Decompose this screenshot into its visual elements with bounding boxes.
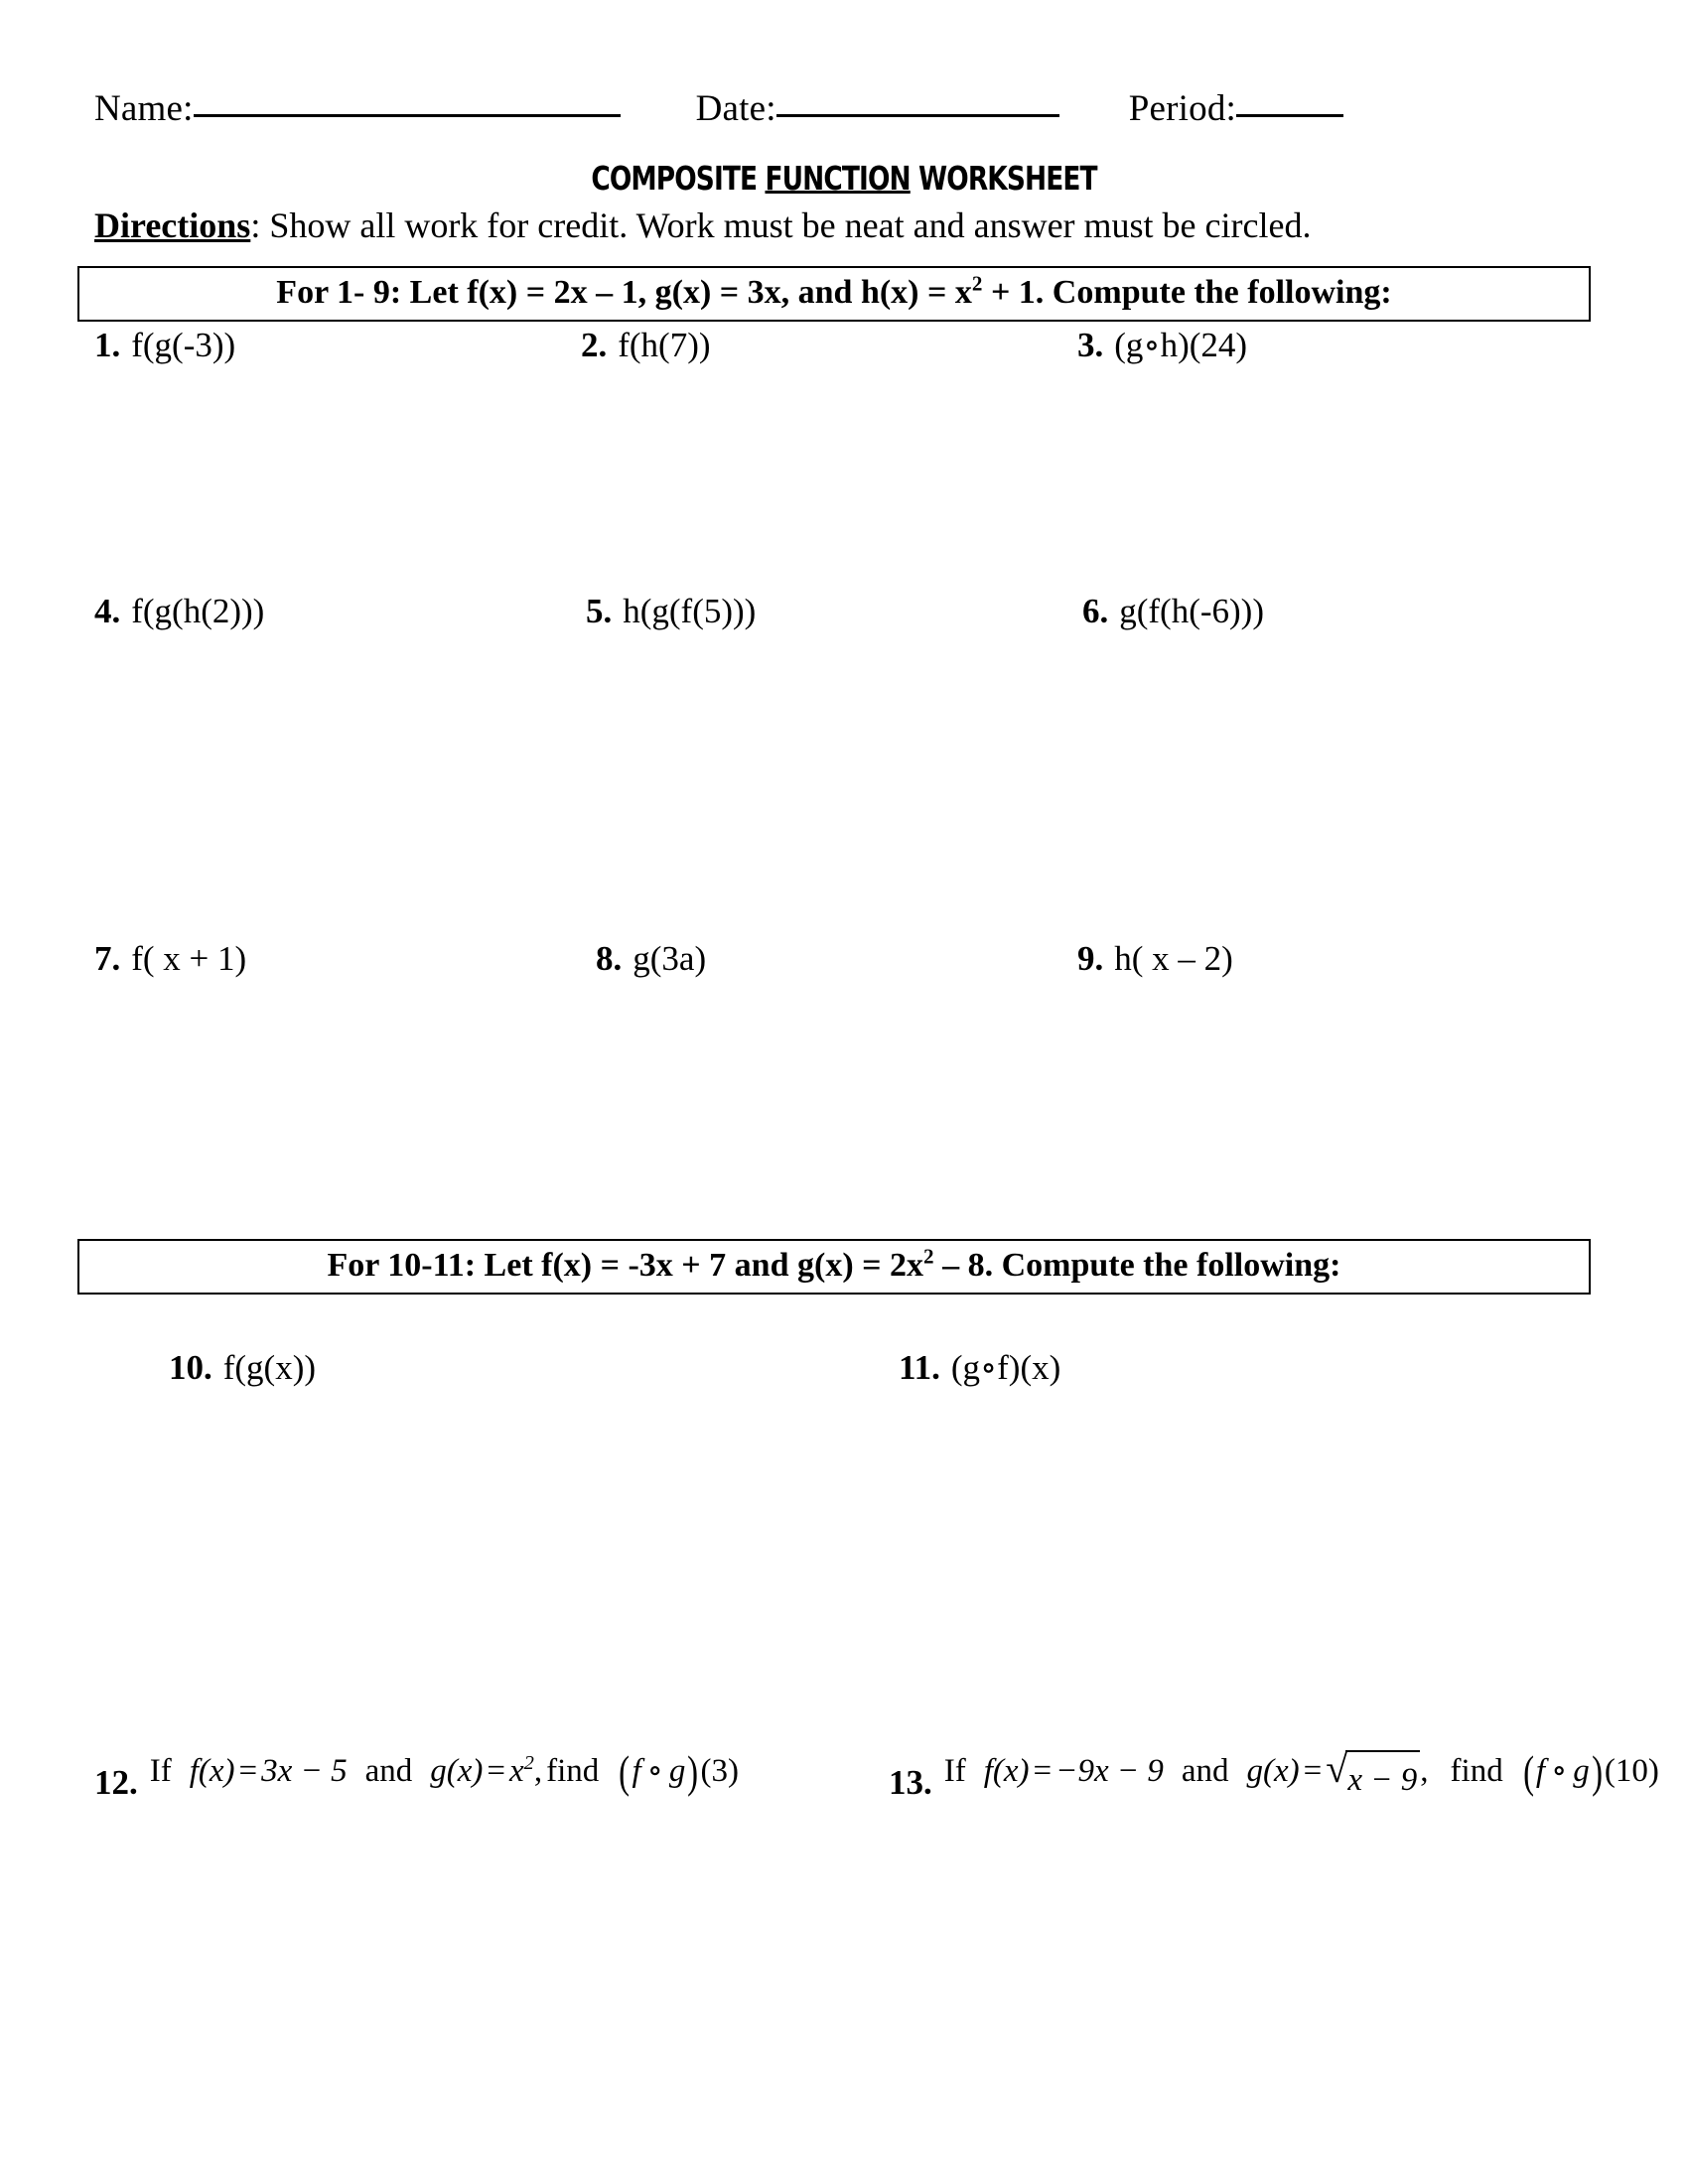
name-label: Name: xyxy=(94,88,194,129)
open-paren-12: ( xyxy=(619,1746,631,1797)
date-blank-line[interactable] xyxy=(776,114,1059,117)
g-exponent-12: 2 xyxy=(523,1752,534,1775)
f-arg-13: (x) xyxy=(992,1753,1030,1790)
problem-8-expression: g(3a) xyxy=(633,939,707,978)
f-expression-12: 3x − 5 xyxy=(261,1753,348,1790)
radical-icon: √ xyxy=(1326,1746,1348,1792)
page-title xyxy=(169,159,1519,198)
g-symbol-12: g xyxy=(430,1753,447,1790)
and-word-12: and xyxy=(364,1753,413,1790)
problem-9-expression: h( x – 2) xyxy=(1114,939,1233,978)
trailing-comma-13: , xyxy=(1420,1753,1429,1790)
problem-5-number: 5. xyxy=(586,592,613,630)
problem-8 xyxy=(596,939,706,979)
problem-13-line-1 xyxy=(943,1746,1429,1799)
problem-10-number: 10. xyxy=(169,1348,212,1387)
compose-argument-13: (10) xyxy=(1604,1753,1659,1790)
problem-13-body xyxy=(944,1735,1659,1809)
problem-7-expression: f( x + 1) xyxy=(131,939,247,978)
compose-f-13: f xyxy=(1535,1753,1546,1790)
date-field[interactable] xyxy=(696,87,1059,130)
banner-1-tail: + 1. Compute the following: xyxy=(982,274,1392,311)
g-arg-12: (x) xyxy=(446,1753,484,1790)
problem-2-expression: f(h(7)) xyxy=(618,326,711,364)
g-equals-13: = xyxy=(1303,1753,1323,1790)
g-symbol-13: g xyxy=(1246,1753,1264,1790)
trailing-comma-12: , xyxy=(533,1753,543,1790)
name-field[interactable] xyxy=(94,87,621,130)
problem-5-expression: h(g(f(5))) xyxy=(623,592,757,630)
problem-13 xyxy=(889,1735,1659,1809)
problem-9-number: 9. xyxy=(1077,939,1104,978)
compose-g-13: g xyxy=(1573,1753,1590,1790)
g-equals-12: = xyxy=(487,1753,506,1790)
f-symbol-12: f xyxy=(189,1753,199,1790)
problem-1-expression: f(g(-3)) xyxy=(131,326,236,364)
equals-12: = xyxy=(238,1753,258,1790)
problem-2-number: 2. xyxy=(581,326,608,364)
problem-13-number: 13. xyxy=(889,1762,932,1802)
title-part-function: FUNCTION xyxy=(765,159,911,198)
directions-text: : Show all work for credit. Work must be neat and answer must be circled. xyxy=(250,205,1312,245)
banner-1-exponent: 2 xyxy=(971,271,983,296)
directions-label: Directions xyxy=(94,205,251,245)
title-part-worksheet: WORKSHEET xyxy=(910,159,1097,198)
problem-13-line-2 xyxy=(1433,1746,1659,1797)
g-base-12: x xyxy=(509,1753,524,1790)
problem-2 xyxy=(581,326,711,365)
problem-12-line-1 xyxy=(150,1753,542,1789)
if-word-12: If xyxy=(149,1753,172,1790)
banner-2-tail: – 8. Compute the following: xyxy=(933,1247,1341,1284)
problem-10 xyxy=(169,1348,316,1388)
f-symbol-13: f xyxy=(983,1753,993,1790)
problem-7 xyxy=(94,939,246,979)
date-label: Date: xyxy=(695,88,776,129)
directions-line xyxy=(94,205,1311,246)
problem-11 xyxy=(899,1348,1060,1388)
instruction-banner-2 xyxy=(77,1239,1591,1295)
if-word-13: If xyxy=(943,1753,966,1790)
problem-1 xyxy=(94,326,235,365)
f-arg-12: (x) xyxy=(198,1753,235,1790)
find-word-12: find xyxy=(546,1753,600,1790)
f-expression-13: −9x − 9 xyxy=(1055,1753,1164,1790)
problem-3 xyxy=(1077,326,1247,365)
close-paren-12: ) xyxy=(687,1746,699,1797)
problem-11-expression: (g∘f)(x) xyxy=(950,1348,1061,1387)
equals-13: = xyxy=(1033,1753,1053,1790)
close-paren-13: ) xyxy=(1591,1746,1603,1797)
find-word-13: find xyxy=(1450,1753,1503,1790)
name-blank-line[interactable] xyxy=(194,114,621,117)
problem-5 xyxy=(586,592,756,631)
and-word-13: and xyxy=(1181,1753,1229,1790)
banner-2-lead: For 10-11: Let f(x) = -3x + 7 and g(x) = 2x xyxy=(327,1247,924,1284)
problem-12-body xyxy=(150,1735,739,1809)
compose-f-12: f xyxy=(632,1753,641,1790)
period-blank-line[interactable] xyxy=(1236,114,1343,117)
instruction-banner-1 xyxy=(77,266,1591,322)
g-arg-13: (x) xyxy=(1263,1753,1300,1790)
radicand-13: x − 9 xyxy=(1345,1750,1420,1807)
problem-6-number: 6. xyxy=(1082,592,1109,630)
problem-12-line-2 xyxy=(546,1746,739,1797)
problem-6-expression: g(f(h(-6))) xyxy=(1119,592,1264,630)
problem-6 xyxy=(1082,592,1264,631)
period-field[interactable] xyxy=(1129,87,1343,130)
compose-argument-12: (3) xyxy=(700,1753,739,1790)
problem-1-number: 1. xyxy=(94,326,121,364)
problem-12 xyxy=(94,1735,739,1809)
compose-ring-13: ∘ xyxy=(1551,1753,1568,1790)
problem-3-number: 3. xyxy=(1077,326,1104,364)
problem-8-number: 8. xyxy=(596,939,623,978)
square-root-13 xyxy=(1326,1746,1420,1807)
banner-1-lead: For 1- 9: Let f(x) = 2x – 1, g(x) = 3x, and h(x) = x xyxy=(276,274,972,311)
problem-9 xyxy=(1077,939,1233,979)
problem-3-expression: (g∘h)(24) xyxy=(1114,326,1248,364)
problem-4 xyxy=(94,592,264,631)
problem-12-number: 12. xyxy=(94,1762,138,1802)
problem-4-expression: f(g(h(2))) xyxy=(131,592,265,630)
problem-7-number: 7. xyxy=(94,939,121,978)
student-info-row xyxy=(94,87,1504,130)
title-part-composite: COMPOSITE xyxy=(591,159,766,198)
period-label: Period: xyxy=(1128,88,1237,129)
compose-g-12: g xyxy=(668,1753,686,1790)
banner-2-exponent: 2 xyxy=(923,1244,934,1269)
problem-11-number: 11. xyxy=(899,1348,940,1387)
open-paren-13: ( xyxy=(1522,1746,1534,1797)
problem-10-expression: f(g(x)) xyxy=(222,1348,317,1387)
compose-ring-12: ∘ xyxy=(646,1753,663,1790)
problem-4-number: 4. xyxy=(94,592,121,630)
